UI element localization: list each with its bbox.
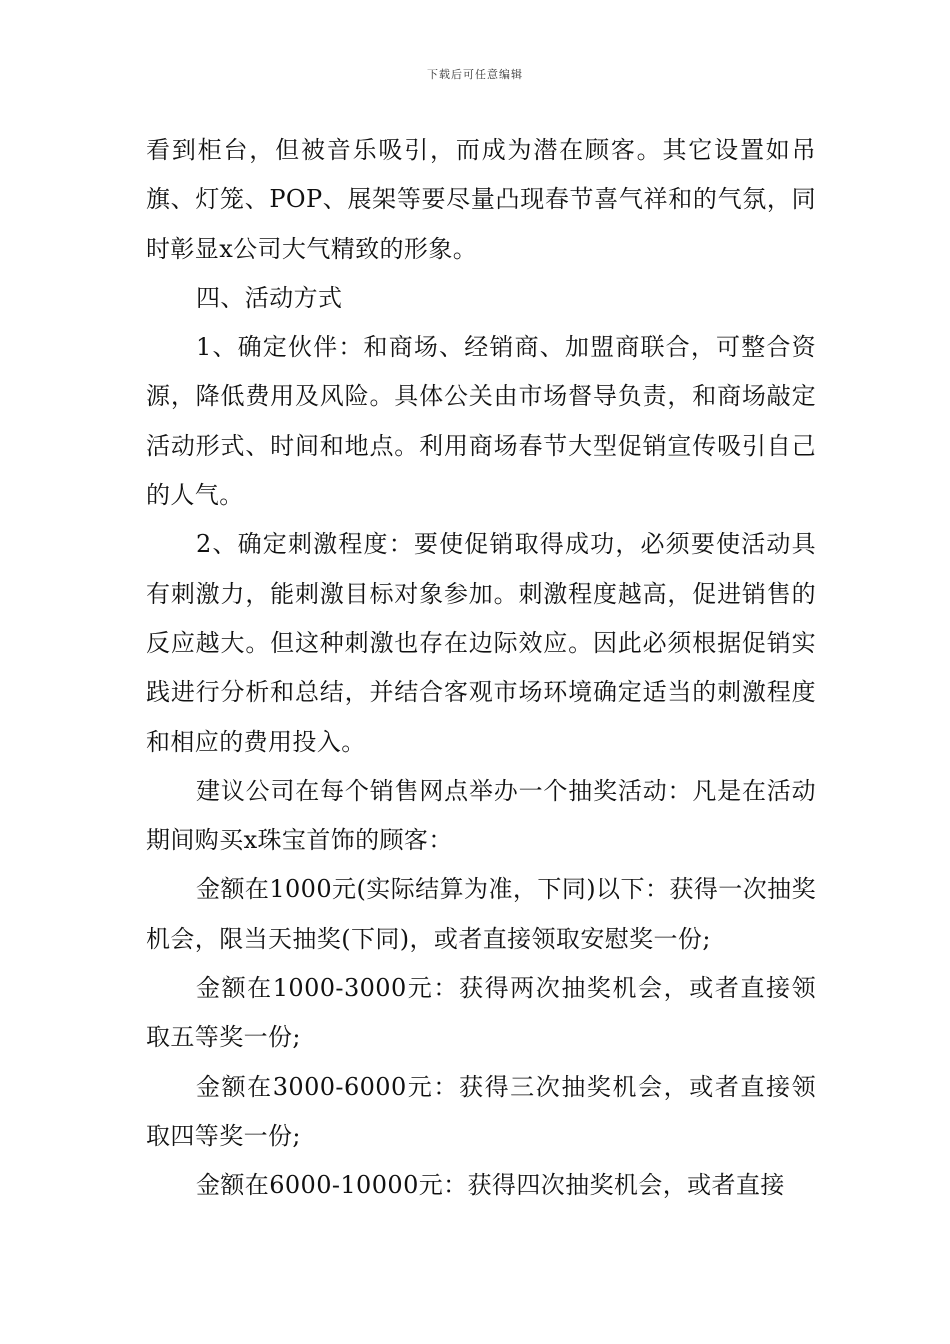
paragraph-tier-1000-3000: 金额在1000-3000元：获得两次抽奖机会，或者直接领取五等奖一份; xyxy=(146,974,816,1052)
document-body xyxy=(146,126,816,1211)
paragraph-tier-6000-10000: 金额在6000-10000元：获得四次抽奖机会，或者直接 xyxy=(196,1171,785,1200)
paragraph-tier-3000-6000: 金额在3000-6000元：获得三次抽奖机会，或者直接领取四等奖一份; xyxy=(146,1072,816,1150)
section-heading-activity-method: 四、活动方式 xyxy=(196,283,343,312)
paragraph-partners: 1、确定伙伴：和商场、经销商、加盟商联合，可整合资源，降低费用及风险。具体公关由市场督导负责，和商场敲定活动形式、时间和地点。利用商场春节大型促销宣传吸引自己的人气。 xyxy=(146,333,816,510)
paragraph-1: 看到柜台，但被音乐吸引，而成为潜在顾客。其它设置如吊旗、灯笼、POP、展架等要尽量凸现春节喜气祥和的气氛，同时彰显x公司大气精致的形象。 xyxy=(146,136,816,263)
paragraph-lottery-proposal: 建议公司在每个销售网点举办一个抽奖活动：凡是在活动期间购买x珠宝首饰的顾客： xyxy=(146,776,816,855)
paragraph-stimulus-level: 2、确定刺激程度：要使促销取得成功，必须要使活动具有刺激力，能刺激目标对象参加。刺激程度越高，促进销售的反应越大。但这种刺激也存在边际效应。因此必须根据促销实践进行分析和总结，并结合客观市场环境确定适当的刺激程度和相应的费用投入。 xyxy=(146,530,816,756)
paragraph-tier-under-1000: 金额在1000元(实际结算为准，下同)以下：获得一次抽奖机会，限当天抽奖(下同)，或者直接领取安慰奖一份; xyxy=(146,875,816,953)
page-header-note: 下载后可任意编辑 xyxy=(427,68,523,81)
